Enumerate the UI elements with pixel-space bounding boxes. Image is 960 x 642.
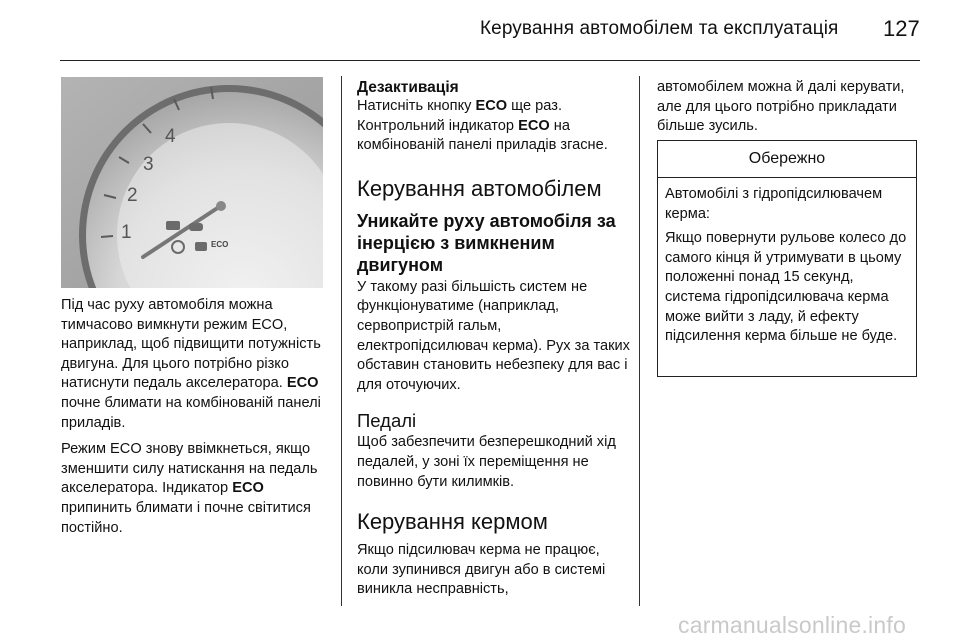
page-number: 127 [883, 16, 920, 41]
column-2 [357, 78, 632, 607]
heading-deactivation: Дезактивація [357, 79, 459, 96]
paragraph-pedals: Щоб забезпечити безперешкодний хід педалей, у зоні їх переміщення не повинно бути килимків. [357, 434, 616, 490]
paragraph-steering: Якщо підсилювач керма не працює, коли зупинився двигун або в системі виникла несправність, [357, 542, 606, 598]
dashboard-eco-photo [61, 77, 323, 288]
caution-box-body [658, 178, 916, 347]
caution-paragraph-1: Автомобілі з гідропідсилювачем керма: [665, 186, 883, 222]
column-divider-2 [639, 76, 640, 606]
caution-paragraph-2: Якщо повернути рульове колесо до самого кінця й утримувати в цьому положенні понад 15 секунд, система гідропідсилювача керма може вийти з ладу, й ефекту підсилення керма більше не буде. [665, 230, 907, 345]
caution-box-title: Обережно [658, 141, 916, 178]
caution-box [657, 140, 917, 377]
eco-bold: ECO [286, 375, 319, 392]
watermark: carmanualsonline.info [678, 612, 906, 638]
section-heading-steering: Керування кермом [357, 509, 548, 535]
gauge-number-3: 3 [143, 154, 154, 175]
gauge-number-4: 4 [165, 126, 176, 147]
gauge-number-1: 1 [121, 222, 132, 243]
paragraph-deactivation: Натисніть кнопку ECO ще раз. Контрольний індикатор ECO на комбінованій панелі приладів згасне. [357, 98, 608, 154]
column-divider-1 [341, 76, 342, 606]
header-rule [60, 60, 920, 61]
gauge-number-2: 2 [127, 185, 138, 206]
subheading-coasting: Уникайте руху автомобіля за інерцією з вимкненим двигуном [357, 210, 616, 275]
column-3 [657, 78, 919, 144]
engine-icon [195, 242, 207, 251]
page-header [0, 0, 960, 60]
eco-indicator-label: ECO [211, 240, 229, 249]
battery-icon [166, 221, 180, 230]
column-1 [61, 296, 331, 545]
subheading-pedals: Педалі [357, 410, 417, 432]
paragraph-eco-flash: Під час руху автомобіля можна тимчасово вимкнути режим ECO, наприклад, щоб підвищити потужність двигуна. Для цього потрібно різко натиснути педаль акселератора. ECO почне блимати на комбінованій панелі приладів. [61, 297, 321, 431]
eco-bold: ECO [232, 480, 264, 497]
paragraph-eco-resume: Режим ECO знову ввімкнеться, якщо зменшити силу натискання на педаль акселератора. Індикатор ECO припинить блимати і почне світитися постійно. [61, 441, 318, 536]
paragraph-coasting: У такому разі більшість систем не функціонуватиме (наприклад, сервопристрій гальм, електропідсилювач керма). Рух за таких обставин становить небезпеку для вас і для оточуючих. [357, 278, 630, 393]
page-title: Керування автомобілем та експлуатація [480, 18, 839, 39]
oil-icon [189, 223, 203, 231]
section-heading-driving: Керування автомобілем [357, 175, 602, 201]
paragraph-steering-continued: автомобілем можна й далі керувати, але для цього потрібно прикладати більше зусиль. [657, 79, 905, 135]
